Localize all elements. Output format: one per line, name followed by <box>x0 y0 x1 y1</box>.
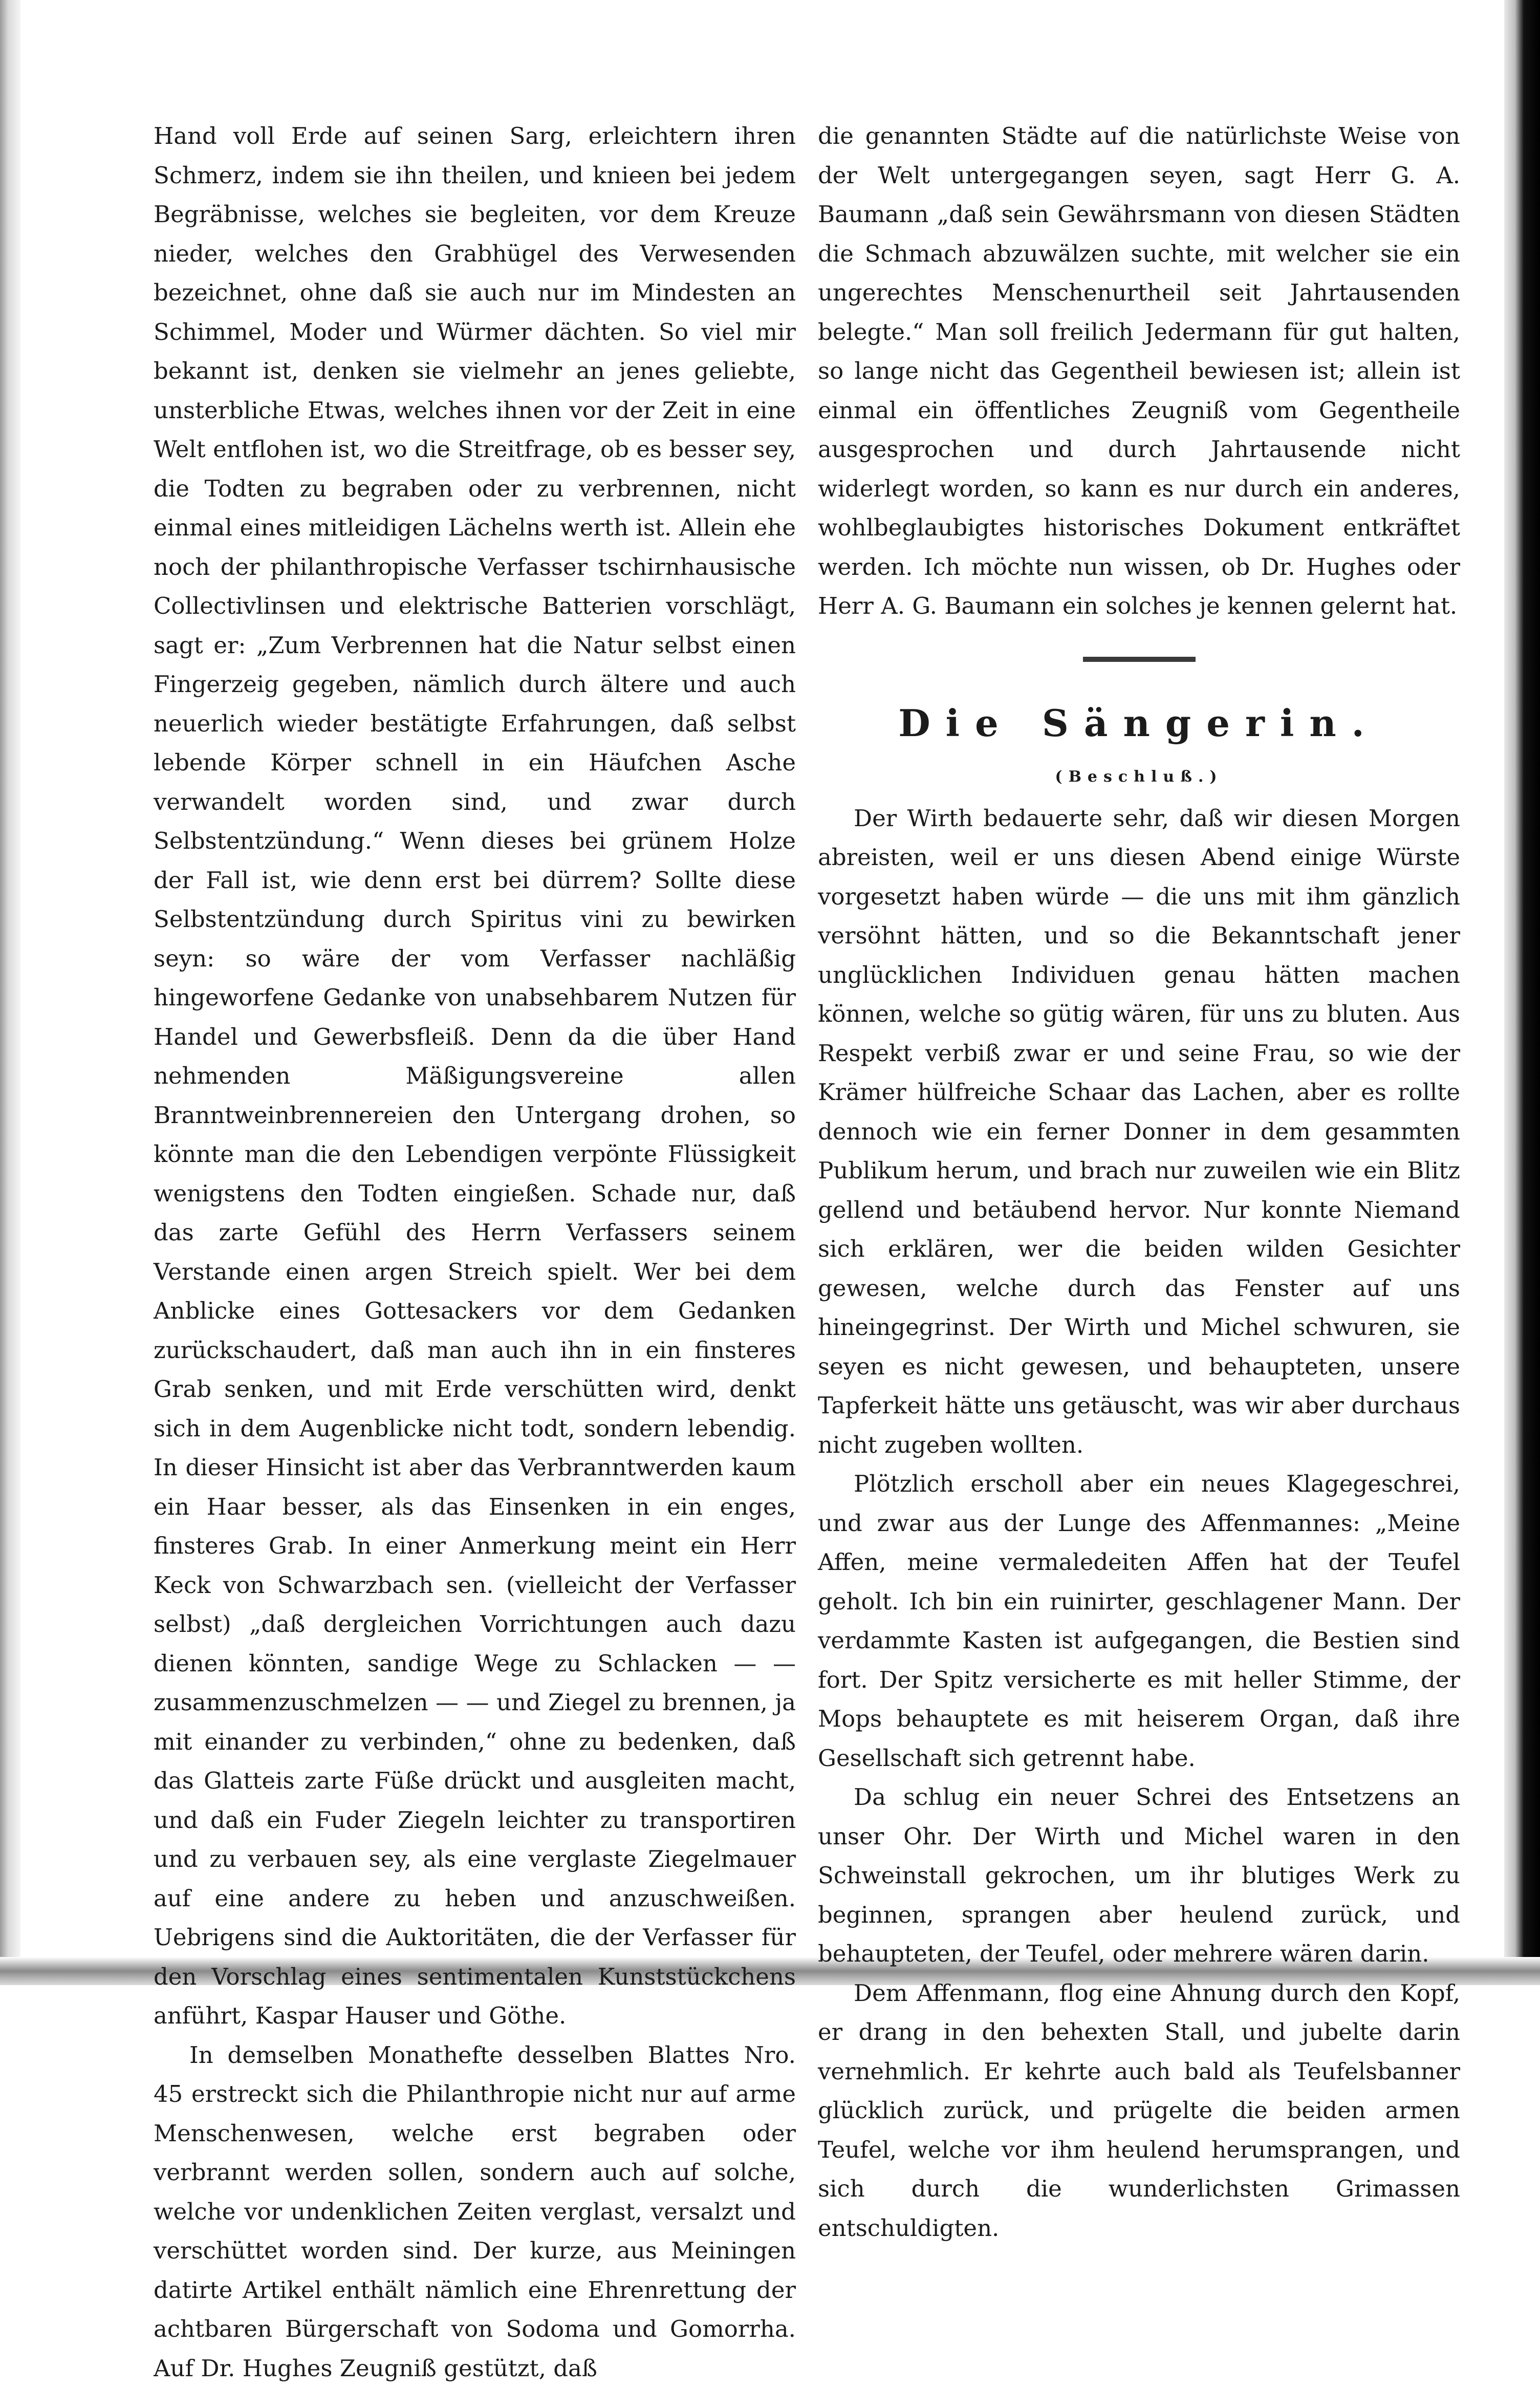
scan-right-edge <box>1504 0 1540 1985</box>
article-subtitle: (Beschluß.) <box>818 764 1460 790</box>
left-paragraph-1: Hand voll Erde auf seinen Sarg, erleichtern ihren Schmerz, indem sie ihn theilen, und knieen bei jedem Begräbnisse, welches sie begleiten, vor dem Kreuze nieder, welches den Grabhügel des Verwesenden bezeichnet, ohne daß sie auch nur im Mindesten an Schimmel, Moder und Würmer dächten. So viel mir bekannt ist, denken sie vielmehr an jenes geliebte, unsterbliche Etwas, welches ihnen vor der Zeit in eine Welt entflohen ist, wo die Streitfrage, ob es besser sey, die Todten zu begraben oder zu verbrennen, nicht einmal eines mitleidigen Lächelns werth ist. Allein ehe noch der philanthropische Verfasser tschirnhausische Collectivlinsen und elektrische Batterien vorschlägt, sagt er: „Zum Verbrennen hat die Natur selbst einen Fingerzeig gegeben, nämlich durch ältere und auch neuerlich wieder bestätigte Erfahrungen, daß selbst lebende Körper schnell in ein Häufchen Asche verwandelt worden sind, und zwar durch Selbstentzündung.“ Wenn dieses bei grünem Holze der Fall ist, wie denn erst bei dürrem? Sollte diese Selbstentzündung durch Spiritus vini zu bewirken seyn: so wäre der vom Verfasser nachläßig hingeworfene Gedanke von unabsehbarem Nutzen für Handel und Gewerbsfleiß. Denn da die über Hand nehmenden Mäßigungsvereine allen Branntweinbrennereien den Untergang drohen, so könnte man die den Lebendigen verpönte Flüssigkeit wenigstens den Todten eingießen. Schade nur, daß das zarte Gefühl des Herrn Verfassers seinem Verstande einen argen Streich spielt. Wer bei dem Anblicke eines Gottesackers vor dem Gedanken zurückschaudert, daß man auch ihn in ein finsteres Grab senken, und mit Erde verschütten wird, denkt sich in dem Augenblicke nicht todt, sondern lebendig. In dieser Hinsicht ist aber das Verbranntwerden kaum ein Haar besser, als das Einsenken in ein enges, finsteres Grab. In einer Anmerkung meint ein Herr Keck von Schwarzbach sen. (vielleicht der Verfasser selbst) „daß dergleichen Vorrichtungen auch dazu dienen könnten, sandige Wege zu Schlacken — — zusammenzuschmelzen — — und Ziegel zu brennen, ja mit einander zu verbinden,“ ohne zu bedenken, daß das Glatteis zarte Füße drückt und ausgleiten macht, und daß ein Fuder Ziegeln leichter zu transportiren und zu verbauen sey, als eine verglaste Ziegelmauer auf eine andere zu heben und anzuschweißen. Uebrigens sind die Auktoritäten, die der Verfasser für den Vorschlag eines sentimentalen Kunststückchens anführt, Kaspar Hauser und Göthe. <box>154 117 796 2036</box>
left-paragraph-2: In demselben Monathefte desselben Blattes Nro. 45 erstreckt sich die Philanthropie nicht nur auf arme Menschenwesen, welche erst begraben oder verbrannt werden sollen, sondern auch auf solche, welche vor undenklichen Zeiten verglast, versalzt und verschüttet worden sind. Der kurze, aus Meiningen datirte Artikel enthält nämlich eine Ehrenrettung der achtbaren Bürgerschaft von Sodoma und Gomorrha. Auf Dr. Hughes Zeugniß gestützt, daß <box>154 2036 796 2388</box>
left-column <box>154 117 796 2388</box>
article-paragraph-2: Plötzlich erscholl aber ein neues Klagegeschrei, und zwar aus der Lunge des Affenmannes: „Meine Affen, meine vermaledeiten Affen hat der Teufel geholt. Ich bin ein ruinirter, geschlagener Mann. Der verdammte Kasten ist aufgegangen, die Bestien sind fort. Der Spitz versicherte es mit heller Stimme, der Mops behauptete es mit heiserem Organ, daß ihre Gesellschaft sich getrennt habe. <box>818 1465 1460 1778</box>
section-divider <box>1083 657 1196 662</box>
scan-left-edge <box>0 0 20 1985</box>
article-paragraph-4: Dem Affenmann, flog eine Ahnung durch den Kopf, er drang in den behexten Stall, und jubelte darin vernehmlich. Er kehrte auch bald als Teufelsbanner glücklich zurück, und prügelte die beiden armen Teufel, welche vor ihm heulend herumsprangen, und sich durch die wunderlichsten Grimassen entschuldigten. <box>818 1974 1460 2248</box>
article-title: Die Sängerin. <box>818 698 1460 749</box>
right-intro-paragraph: die genannten Städte auf die natürlichste Weise von der Welt untergegangen seyen, sagt Herr G. A. Baumann „daß sein Gewährsmann von diesen Städten die Schmach abzuwälzen suchte, mit welcher sie ein ungerechtes Menschenurtheil seit Jahrtausenden belegte.“ Man soll freilich Jedermann für gut halten, so lange nicht das Gegentheil bewiesen ist; allein ist einmal ein öffentliches Zeugniß vom Gegentheile ausgesprochen und durch Jahrtausende nicht widerlegt worden, so kann es nur durch ein anderes, wohlbeglaubigtes historisches Dokument entkräftet werden. Ich möchte nun wissen, ob Dr. Hughes oder Herr A. G. Baumann ein solches je kennen gelernt hat. <box>818 117 1460 626</box>
article-paragraph-1: Der Wirth bedauerte sehr, daß wir diesen Morgen abreisten, weil er uns diesen Abend einige Würste vorgesetzt haben würde — die uns mit ihm gänzlich versöhnt hätten, und so die Bekanntschaft jener unglücklichen Individuen genau hätten machen können, welche so gütig wären, für uns zu bluten. Aus Respekt verbiß zwar er und seine Frau, so wie der Krämer hülfreiche Schaar das Lachen, aber es rollte dennoch wie ein ferner Donner in dem gesammten Publikum herum, und brach nur zuweilen wie ein Blitz gellend und betäubend hervor. Nur konnte Niemand sich erklären, wer die beiden wilden Gesichter gewesen, welche durch das Fenster auf uns hineingegrinst. Der Wirth und Michel schwuren, sie seyen es nicht gewesen, und behaupteten, unsere Tapferkeit hätte uns getäuscht, was wir aber durchaus nicht zugeben wollten. <box>818 799 1460 1465</box>
article-paragraph-3: Da schlug ein neuer Schrei des Entsetzens an unser Ohr. Der Wirth und Michel waren in den Schweinstall gekrochen, um ihr blutiges Werk zu beginnen, sprangen aber heulend zurück, und behaupteten, der Teufel, oder mehrere wären darin. <box>818 1778 1460 1974</box>
right-column <box>818 117 1460 2248</box>
